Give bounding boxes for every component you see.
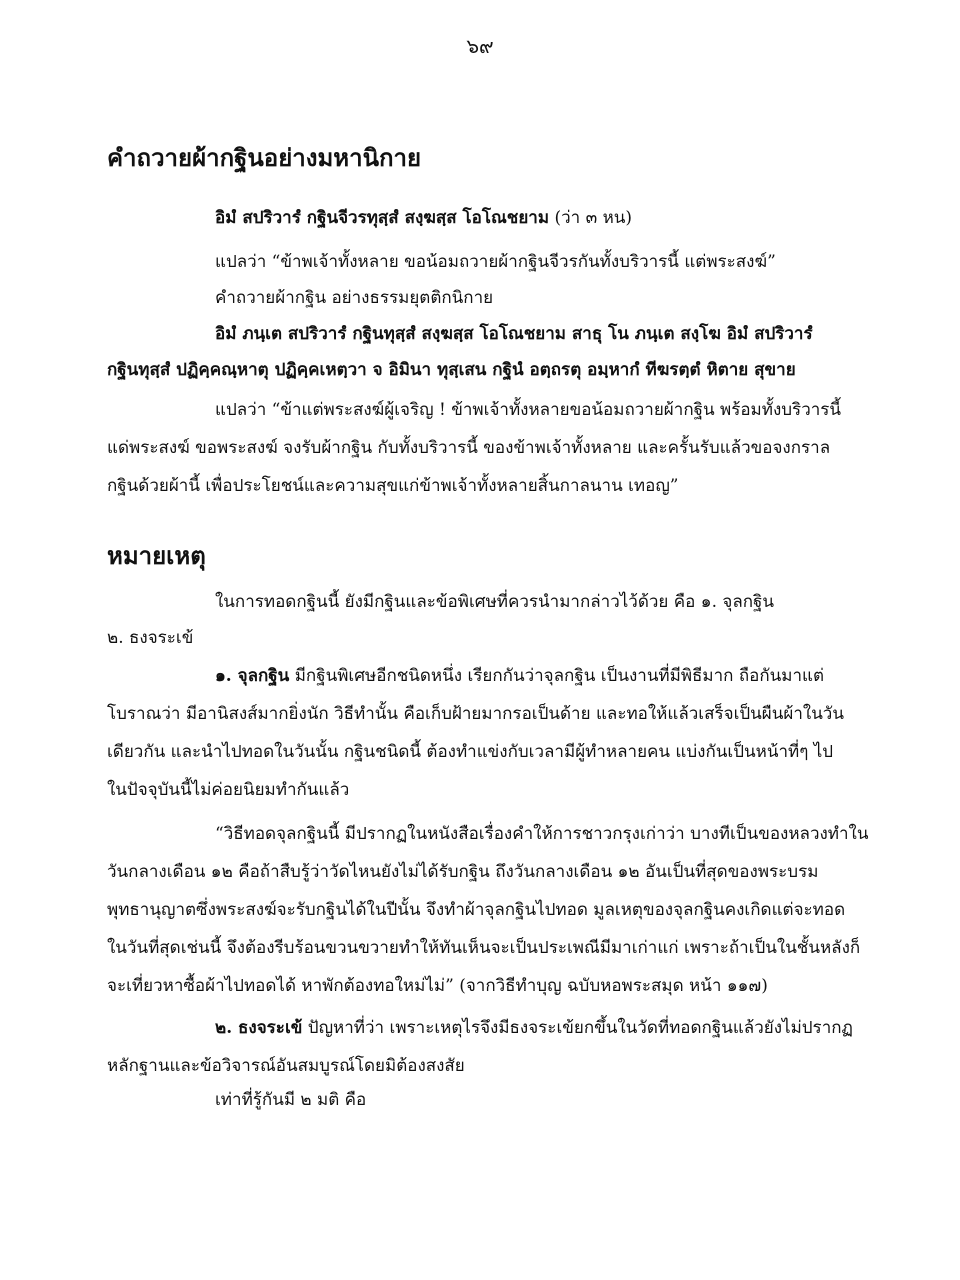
para-chulakathin-label: ๑. จุลกฐิน [215, 666, 290, 686]
quote-line: พุทธานุญาตซึ่งพระสงฆ์จะรับกฐินได้ในปีนั้น จึงทำผ้าจุลกฐินไปทอด มูลเหตุของจุลกฐินคงเกิดแต่จะทอด [107, 900, 846, 920]
chant-dhammayut-line: อิมํ ภนฺเต สปริวารํ กฐินทุสฺสํ สงฺฆสฺส โอโณชยาม สาธุ โน ภนฺเต สงฺโฆ อิมํ สปริวารํ [215, 324, 813, 344]
quote-line: วันกลางเดือน ๑๒ คือถ้าสืบรู้ว่าวัดไหนยังไม่ได้รับกฐิน ถึงวันกลางเดือน ๑๒ อันเป็นที่สุดของพระบรม [107, 862, 819, 882]
para-crocodile-flag-text: ปัญหาที่ว่า เพราะเหตุไรจึงมีธงจระเข้ยกขึ้นในวัดที่ทอดกฐินแล้วยังไม่ปรากฏ [307, 1018, 853, 1038]
para-chulakathin-line: ในปัจจุบันนี้ไม่ค่อยนิยมทำกันแล้ว [107, 780, 350, 800]
quote-line: ในวันที่สุดเช่นนี้ จึงต้องรีบร้อนขวนขวายทำให้ทันเห็นจะเป็นประเพณีมีมาเก่าแก่ เพราะถ้าเป็นในชั้นหลังก็ [107, 938, 861, 958]
para-chulakathin-line: โบราณว่า มีอานิสงส์มากยิ่งนัก วิธีทำนั้น คือเก็บฝ้ายมากรอเป็นด้าย และทอให้แล้วเสร็จเป็นผืนผ้าในวัน [107, 704, 844, 724]
para-crocodile-flag-line: เท่าที่รู้กันมี ๒ มติ คือ [215, 1090, 367, 1110]
heading-mahanikaya: คำถวายผ้ากฐินอย่างมหานิกาย [107, 143, 422, 172]
para-chulakathin-line: เดียวกัน และนำไปทอดในวันนั้น กฐินชนิดนี้ ต้องทำแข่งกับเวลามีผู้ทำหลายคน แบ่งกันเป็นหน้าที่ๆ ไป [107, 742, 834, 762]
para-crocodile-flag-line: หลักฐานและข้อวิจารณ์อันสมบูรณ์โดยมิต้องสงสัย [107, 1056, 465, 1076]
heading-notes: หมายเหตุ [107, 541, 206, 570]
para-chulakathin-line [215, 668, 824, 685]
chant-mahanikaya [215, 210, 632, 227]
quote-line: จะเที่ยวหาซื้อผ้าไปทอดได้ หาพักต้องทอใหม่ไม่” (จากวิธีทำบุญ ฉบับหอพระสมุด หน้า ๑๑๗) [107, 976, 768, 996]
notes-intro-line: ๒. ธงจระเข้ [107, 628, 194, 648]
para-chulakathin-text: มีกฐินพิเศษอีกชนิดหนึ่ง เรียกกันว่าจุลกฐิน เป็นงานที่มีพิธีมาก ถือกันมาแต่ [294, 666, 825, 686]
notes-intro-line: ในการทอดกฐินนี้ ยังมีกฐินและข้อพิเศษที่ควรนำมากล่าวไว้ด้วย คือ ๑. จุลกฐิน [215, 592, 775, 612]
subheading-dhammayut: คำถวายผ้ากฐิน อย่างธรรมยุตติกนิกาย [215, 288, 494, 308]
para-crocodile-flag-label: ๒. ธงจระเข้ [215, 1018, 303, 1038]
translation-dhammayut-line: แปลว่า “ข้าแต่พระสงฆ์ผู้เจริญ ! ข้าพเจ้าทั้งหลายขอน้อมถวายผ้ากฐิน พร้อมทั้งบริวารนี้ [215, 400, 842, 420]
page-number: ๖๙ [466, 34, 494, 58]
para-crocodile-flag-line [215, 1020, 853, 1037]
chant-repeat-note: (ว่า ๓ หน) [554, 208, 633, 228]
chant-dhammayut-line: กฐินทุสฺสํ ปฏิคฺคณฺหาตุ ปฏิคฺคเหตฺวา จ อิมินา ทุสฺเสน กฐินํ อตฺถรตุ อมฺหากํ ทีฆรตฺตํ หิตาย สุขาย [107, 360, 796, 380]
chant-mahanikaya-pali: อิมํ สปริวารํ กฐินจีวรทุสฺสํ สงฺฆสฺส โอโณชยาม [215, 208, 550, 228]
translation-dhammayut-line: แด่พระสงฆ์ ขอพระสงฆ์ จงรับผ้ากฐิน กับทั้งบริวารนี้ ของข้าพเจ้าทั้งหลาย และครั้นรับแล้วขอจงกราล [107, 438, 831, 458]
translation-dhammayut-line: กฐินด้วยผ้านี้ เพื่อประโยชน์และความสุขแก่ข้าพเจ้าทั้งหลายสิ้นกาลนาน เทอญ” [107, 476, 679, 496]
quote-line: “วิธีทอดจุลกฐินนี้ มีปรากฏในหนังสือเรื่องคำให้การชาวกรุงเก่าว่า บางทีเป็นของหลวงทำใน [215, 824, 869, 844]
translation-mahanikaya: แปลว่า “ข้าพเจ้าทั้งหลาย ขอน้อมถวายผ้ากฐินจีวรกันทั้งบริวารนี้ แต่พระสงฆ์” [215, 252, 776, 272]
